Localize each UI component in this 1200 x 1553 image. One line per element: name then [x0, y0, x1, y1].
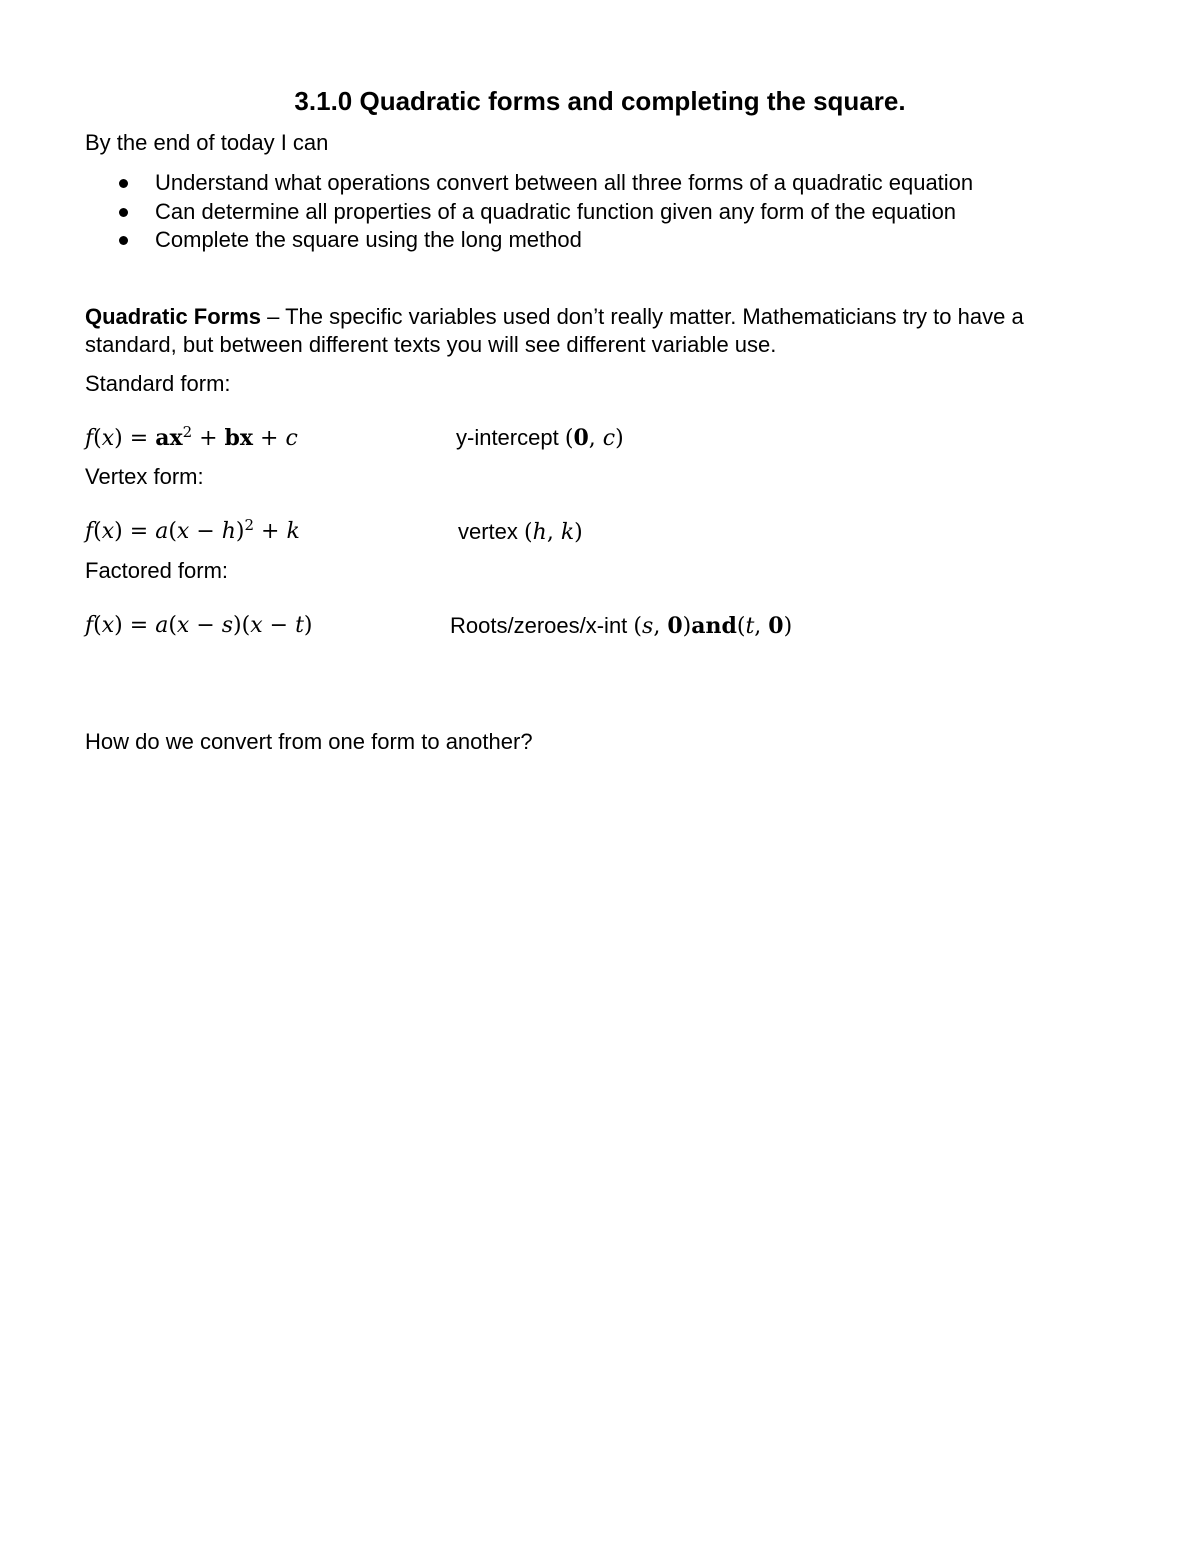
vertex-form-equation: $f(x) = a(x - h)^2 + k$ [85, 516, 300, 544]
factored-form-equation: f(x) = a(x − s)(x − t) [85, 613, 313, 638]
y-intercept-value: (0, c) [564, 425, 624, 451]
y-intercept-label: y-intercept [456, 425, 559, 450]
objective-text: Can determine all properties of a quadratic function given any form of the equation [155, 198, 957, 224]
objective-text: Complete the square using the long method [155, 227, 582, 252]
roots-value: (s, 0)and(t, 0) [633, 613, 793, 639]
factored-form-property [450, 611, 792, 642]
list-item [85, 169, 973, 198]
bullet-icon [119, 179, 128, 188]
forms-paragraph [85, 303, 1115, 359]
factored-form-label: Factored form: [85, 558, 229, 583]
vertex-value: (h, k) [524, 520, 583, 545]
list-item [85, 226, 973, 255]
vertex-label: vertex [458, 519, 518, 544]
standard-form-property [456, 423, 624, 454]
bullet-icon [119, 236, 128, 245]
vertex-form-property [458, 517, 583, 548]
standard-form-equation: $f(x) = ax^2$ + bx + c [85, 423, 298, 451]
conversion-question: How do we convert from one form to another? [85, 729, 533, 754]
intro-text: By the end of today I can [85, 130, 329, 155]
vertex-form-label: Vertex form: [85, 464, 204, 489]
objectives-list [85, 169, 973, 255]
objective-text: Understand what operations convert between all three forms of a quadratic equation [155, 170, 974, 195]
page-title: 3.1.0 Quadratic forms and completing the square. [294, 86, 906, 116]
forms-heading: Quadratic Forms [85, 304, 262, 329]
standard-form-label: Standard form: [85, 371, 231, 396]
roots-label: Roots/zeroes/x-int [450, 613, 628, 638]
list-item [85, 198, 973, 227]
bullet-icon [119, 208, 128, 217]
forms-description: – The specific variables used don’t really matter. Mathematicians try to have a standard, but between different texts you will see different variable use. [85, 304, 1024, 357]
